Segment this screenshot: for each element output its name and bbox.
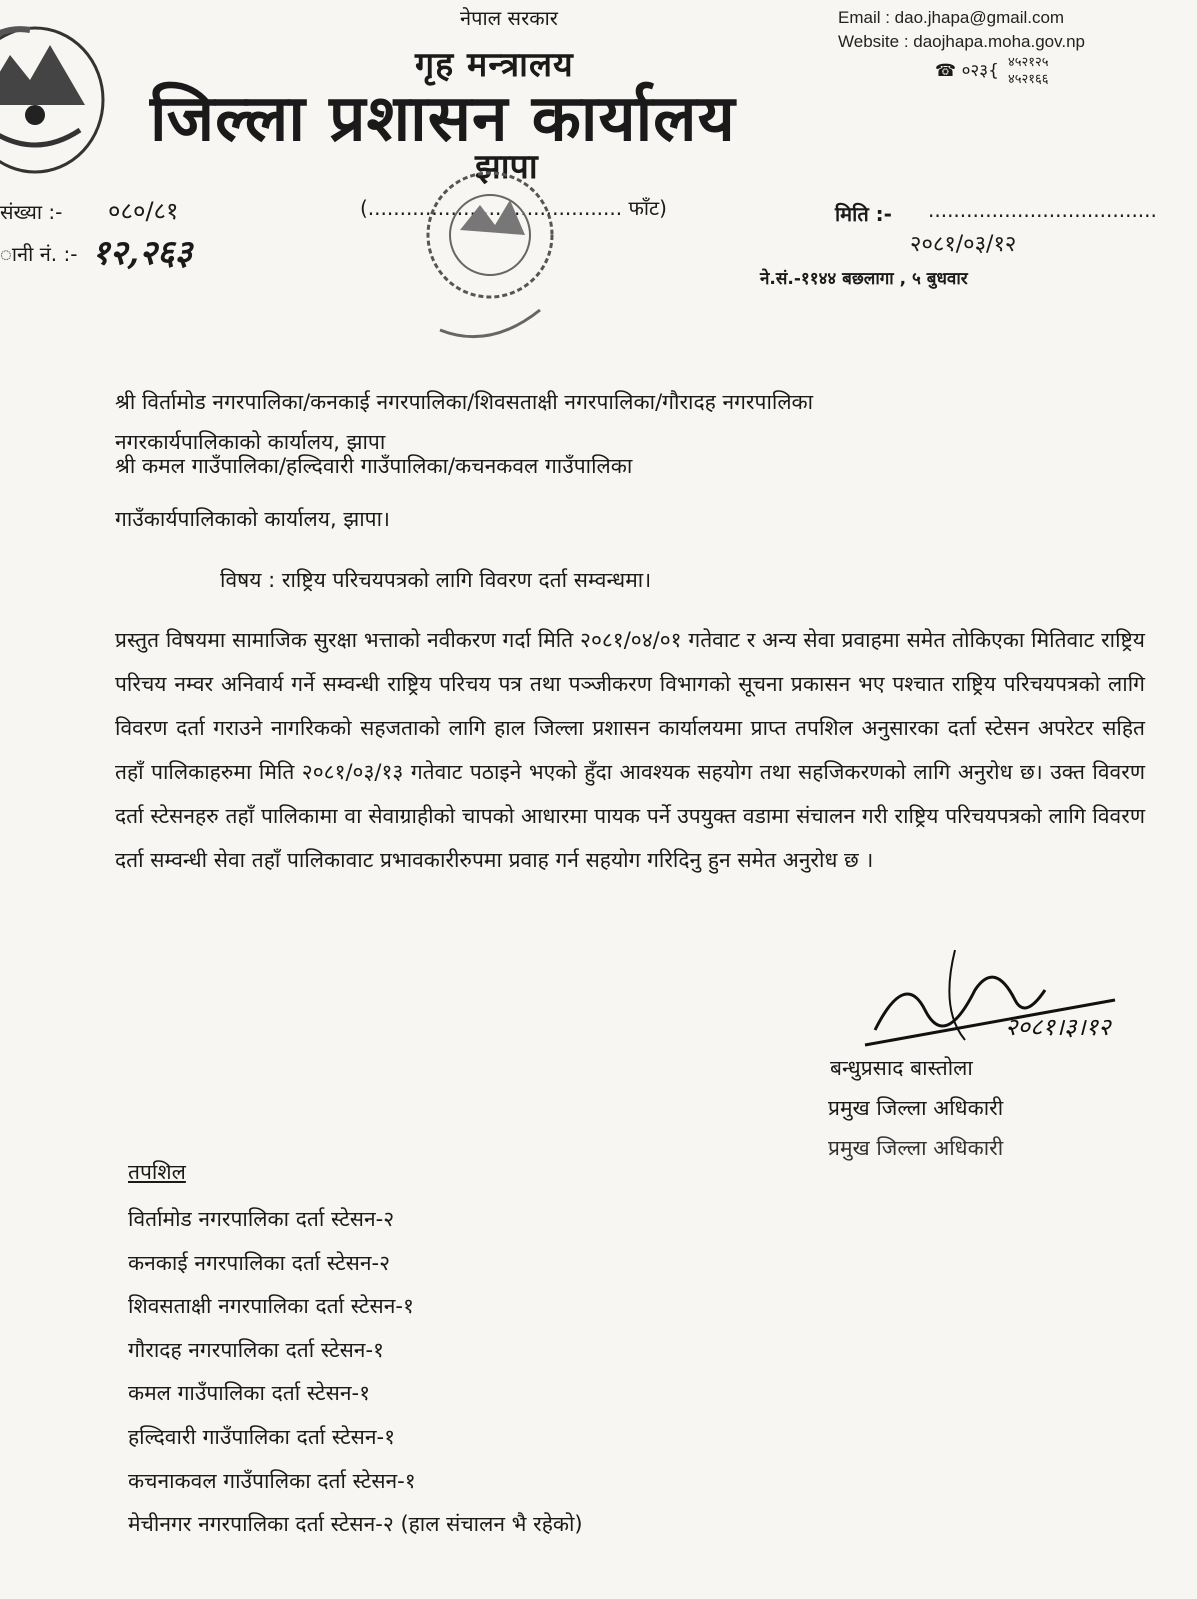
nepal-sambat-date: ने.सं.-११४४ बछलागा , ५ बुधवार [760, 269, 968, 289]
annex-item: हल्दिवारी गाउँपालिका दर्ता स्टेसन-१ [128, 1424, 396, 1449]
district-name: झापा [475, 147, 538, 187]
annex-item: गौरादह नगरपालिका दर्ता स्टेसन-१ [128, 1337, 384, 1362]
signatory-name: बन्धुप्रसाद बास्तोला [830, 1056, 973, 1080]
phone-1: ४५२१२५ [1008, 55, 1049, 70]
recipient-line-3: श्री कमल गाउँपालिका/हल्दिवारी गाउँपालिका/कचनकवल गाउँपालिका [115, 454, 633, 478]
website-text: Website : daojhapa.moha.gov.np [838, 32, 1085, 51]
annex-item: मेचीनगर नगरपालिका दर्ता स्टेसन-२ (हाल संचालन भै रहेको) [128, 1512, 583, 1537]
letter-no-label: संख्या :- [0, 200, 63, 224]
handwritten-signature-icon [845, 950, 1125, 1060]
annex-title: तपशिल [128, 1160, 186, 1184]
annex-item: शिवसताक्षी नगरपालिका दर्ता स्टेसन-१ [128, 1294, 414, 1319]
annex-item: विर्तामोड नगरपालिका दर्ता स्टेसन-२ [128, 1207, 395, 1231]
date-label: मिति :- [835, 202, 892, 226]
recipient-line-2: नगरकार्यपालिकाको कार्यालय, झापा [115, 430, 386, 454]
ministry-name: गृह मन्त्रालय [415, 45, 574, 85]
section-text: (........................................ फाँट) [360, 196, 667, 220]
svg-text:२०८१।३।१२: २०८१।३।१२ [1005, 1013, 1111, 1041]
letter-body: प्रस्तुत विषयमा सामाजिक सुरक्षा भत्ताको नवीकरण गर्दा मिति २०८१/०४/०१ गतेवाट र अन्य सेवा प्रवाहमा समेत तोकिएका मितिवाट राष्ट्रिय परिचय नम्वर अनिवार्य गर्ने सम्वन्धी राष्ट्रिय परिचय पत्र तथा पञ्जीकरण विभागको सूचना प्रकासन भए पश्चात राष्ट्रिय परिचयपत्रको लागि विवरण दर्ता गराउने नागरिकको सहजताको लागि हाल जिल्ला प्रशासन कार्यालयमा प्राप्त तपशिल अनुसारका दर्ता स्टेसन अपरेटर सहित तहाँ पालिकाहरुमा मिति २०८१/०३/१३ गतेवाट पठाइने भएको हुँदा आवश्यक सहयोग तथा सहजिकरणको लागि अनुरोध छ। उक्त विवरण दर्ता स्टेसनहरु तहाँ पालिकामा वा सेवाग्राहीको चापको आधारमा पायक पर्ने उपयुक्त वडामा संचालन गरी राष्ट्रिय परिचयपत्रको लागि विवरण दर्ता सम्वन्धी सेवा तहाँ पालिकावाट प्रभावकारीरुपमा प्रवाह गर्न सहयोग गरिदिनु हुन समेत अनुरोध छ । [115, 628, 1145, 872]
signatory-stamp-title: प्रमुख जिल्ला अधिकारी [828, 1136, 1004, 1160]
letter-subject: विषय : राष्ट्रिय परिचयपत्रको लागि विवरण दर्ता सम्वन्धमा। [220, 568, 652, 592]
phone-prefix: ☎ ०२३{ [935, 61, 999, 81]
recipient-line-1: श्री विर्तामोड नगरपालिका/कनकाई नगरपालिका/शिवसताक्षी नगरपालिका/गौरादह नगरपालिका [115, 390, 814, 414]
email-text: Email : dao.jhapa@gmail.com [838, 8, 1065, 27]
recipient-line-4: गाउँकार्यपालिकाको कार्यालय, झापा। [115, 507, 390, 531]
annex-item: कचनाकवल गाउँपालिका दर्ता स्टेसन-१ [128, 1468, 416, 1493]
letter-no-value: ०८०/८१ [108, 197, 179, 225]
annex-item: कनकाई नगरपालिका दर्ता स्टेसन-२ [128, 1250, 391, 1275]
phone-numbers [1008, 54, 1108, 88]
dispatch-no-label: ानी नं. :- [0, 242, 78, 266]
office-stamp-icon [380, 160, 600, 350]
signatory-title: प्रमुख जिल्ला अधिकारी [828, 1096, 1004, 1120]
nepal-emblem-icon [0, 10, 110, 180]
date-dots: .................................... [928, 198, 1157, 222]
government-name: नेपाल सरकार [460, 6, 558, 30]
annex-list [128, 1198, 583, 1547]
office-name: जिल्ला प्रशासन कार्यालय [150, 81, 736, 156]
phone-2: ४५२१६६ [1008, 72, 1049, 87]
annex-item: कमल गाउँपालिका दर्ता स्टेसन-१ [128, 1381, 370, 1406]
letter-date: २०८१/०३/१२ [910, 232, 1017, 257]
dispatch-no-value: १२,२६३ [92, 233, 193, 273]
